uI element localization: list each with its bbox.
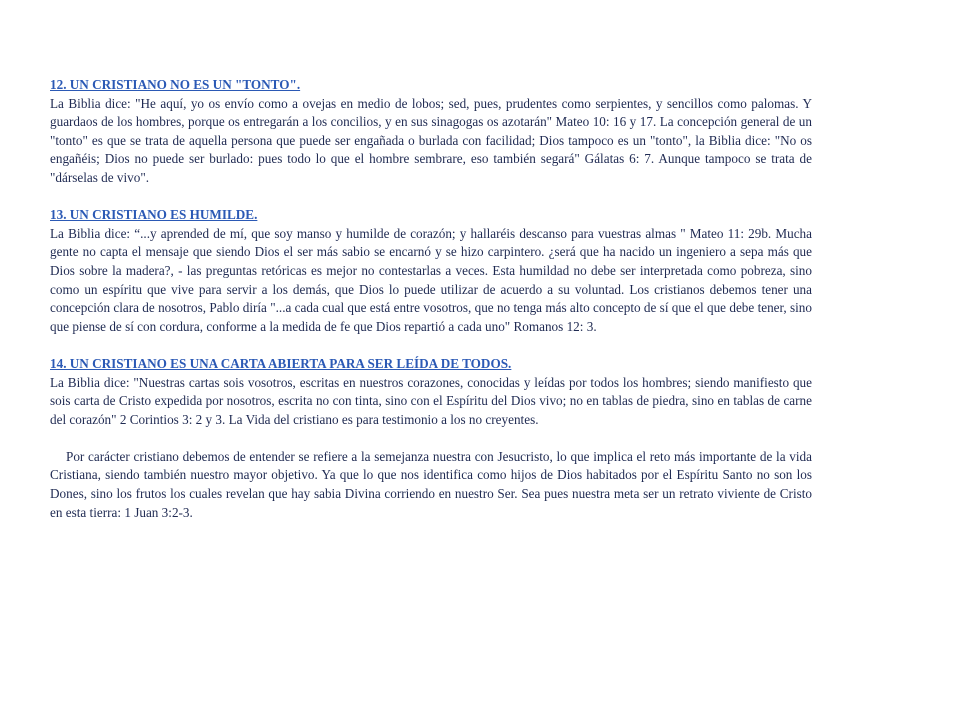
section-heading: 14. UN CRISTIANO ES UNA CARTA ABIERTA PARA SER LEÍDA DE TODOS. — [50, 355, 512, 371]
section-body: La Biblia dice: “...y aprended de mí, que soy manso y humilde de corazón; y hallaréis descanso para vuestras almas " Mateo 11: 29b. Mucha gente no capta el mensaje que siendo Dios el ser más sabio se encarnó y se hizo carpintero. ¿será que ha nacido un ingeniero a sepa más que Dios sobre la madera?, - las preguntas retóricas es mejor no contestarlas a veces. Esta humildad no debe ser interpretada como pobreza, sino como un espíritu que vive para servir a los demás, que Dios lo puede utilizar de acuerdo a su voluntad. Los cristianos debemos tener una concepción clara de nosotros, Pablo diría "...a cada cual que está entre vosotros, que no tenga más alto concepto de sí que el que debe tener, sino que piense de sí con cordura, conforme a la medida de fe que Dios repartió a cada uno" Romanos 12: 3. — [50, 225, 812, 334]
closing-paragraph: Por carácter cristiano debemos de entender se refiere a la semejanza nuestra con Jesucristo, lo que implica el reto más importante de la vida Cristiana, siendo también nuestro mayor objetivo. Ya que lo que nos identifica como hijos de Dios habitados por el Espíritu Santo no son los Dones, sino los frutos los cuales revelan que hay sabia Divina corriendo en nuestro Ser. Sea pues nuestra meta ser un retrato viviente de Cristo en esta tierra: 1 Juan 3:2-3. — [50, 448, 812, 520]
section-heading: 12. UN CRISTIANO NO ES UN "TONTO". — [50, 77, 301, 92]
section-13 — [50, 206, 812, 336]
section-body: La Biblia dice: "He aquí, yo os envío como a ovejas en medio de lobos; sed, pues, prudentes como serpientes, y sencillos como palomas. Y guardaos de los hombres, porque os entregarán a los concilios, y en sus sinagogas os azotarán" Mateo 10: 16 y 17. La concepción general de un "tonto" es que se trata de aquella persona que puede ser engañada o burlada con facilidad; Dios tampoco es un "tonto", la Biblia dice: "No os engañéis; Dios no puede ser burlado: pues todo lo que el hombre sembrare, eso también segará" Gálatas 6: 7. Aunque tampoco se trata de "dárselas de vivo". — [50, 95, 812, 185]
section-body: La Biblia dice: "Nuestras cartas sois vosotros, escritas en nuestros corazones, conocidas y leídas por todos los hombres; siendo manifiesto que sois carta de Cristo expedida por nosotros, escrita no con tinta, sino con el Espíritu del Dios vivo; no en tablas de piedra, sino en tablas de carne del corazón" 2 Corintios 3: 2 y 3. La Vida del cristiano es para testimonio a los no creyentes. — [50, 374, 812, 427]
section-heading: 13. UN CRISTIANO ES HUMILDE. — [50, 207, 258, 223]
section-14 — [50, 355, 812, 429]
document-page — [50, 76, 812, 522]
section-12 — [50, 76, 812, 188]
